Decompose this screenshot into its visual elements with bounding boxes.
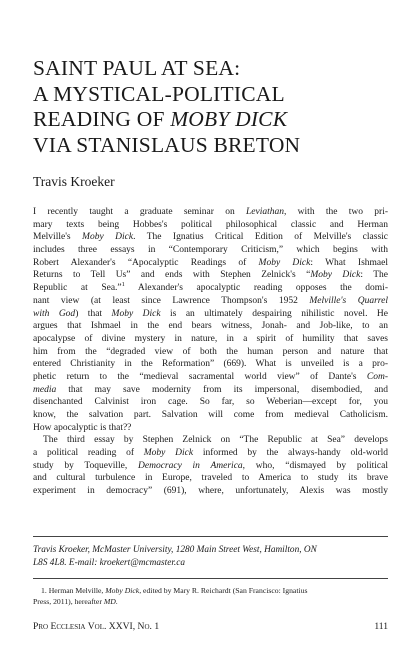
footnote	[33, 586, 388, 607]
footnote-line-2: Press, 2011), hereafter MD.	[33, 596, 118, 606]
body-line: Returns to Tell Us” and ends with Stephen Zelnick's “Moby Dick: The	[33, 270, 388, 281]
body-line: mary texts being Hobbes's political philosophical classic and Herman	[33, 219, 388, 230]
page-number: 111	[374, 621, 388, 632]
body-line: apocalypse of divine mystery in nature, in a spirit of humility that saves	[33, 333, 388, 344]
body-line: study by Toqueville, Democracy in America, who, “dismayed by political	[33, 460, 388, 471]
footnote-marker: 1	[121, 280, 125, 288]
journal-citation: Pro Ecclesia Vol. XXVI, No. 1	[33, 621, 160, 632]
body-line: Melville's Moby Dick. The Ignatius Critical Edition of Melville's classic	[33, 232, 388, 243]
body-line: argues that Ishmael in the end bears witness, Jonah- and Job-like, to an	[33, 321, 388, 332]
body-line: him from the “degraded view of both the human person and nature that	[33, 346, 388, 357]
affiliation-line-2: L8S 4L8. E-mail: kroekert@mcmaster.ca	[33, 557, 186, 568]
body-line: disenchanted Calvinist iron cage. So far, so Weberian—except for, you	[33, 397, 388, 408]
body-line: a political reading of Moby Dick informed by the always-handy old-world	[33, 448, 389, 459]
body-line: How apocalyptic is that??	[33, 422, 132, 433]
footnote-line-1: 1. Herman Melville, Moby Dick, edited by Mary R. Reichardt (San Francisco: Ignatius	[41, 586, 308, 595]
author-affiliation	[33, 544, 388, 569]
author-name: Travis Kroeker	[33, 174, 115, 189]
body-line: includes three essays in “Contemporary Criticism,” which begins with	[33, 245, 388, 256]
body-line: with God) that Moby Dick is an ultimately despairing nihilistic novel. He	[33, 308, 388, 319]
body-line: phetic return to the “medieval sacramental world view” of Dante's Com-	[33, 371, 388, 382]
title-line-1: SAINT PAUL AT SEA:	[33, 56, 241, 80]
body-line: Republic at Sea.”$^1$ Alexander's apocalyptic reading opposes the domi-	[33, 280, 388, 294]
footnote-divider	[33, 578, 388, 579]
title-line-2: A MYSTICAL-POLITICAL	[33, 81, 285, 106]
body-line: nant view (at least since Lawrence Thompson's 1952 Melville's Quarrel	[33, 295, 389, 306]
body-line: The third essay by Stephen Zelnick on “The Republic at Sea” develops	[43, 435, 388, 446]
affiliation-line-1: Travis Kroeker, McMaster University, 1280 Main Street West, Hamilton, ON	[33, 545, 317, 555]
body-line: Robert Alexander's “Apocalyptic Readings of Moby Dick: What Ishmael	[33, 257, 388, 268]
body-line: experiment in democracy” (691), where, unfortunately, Alexis was mostly	[33, 486, 388, 497]
body-line: entered Christianity in the Reformation” (669). What is unveiled is a pro-	[33, 359, 388, 370]
body-line: know, the salvation part. Salvation will come from medieval Catholicism.	[33, 410, 388, 420]
title-line-3: READING OF MOBY DICK	[33, 107, 288, 131]
body-line: and cultural turbulence in Europe, traveled to America to study its brave	[33, 473, 388, 484]
body-text	[33, 206, 388, 498]
section-divider	[33, 536, 388, 537]
body-line: media that may save modernity from its impersonal, disembodied, and	[33, 384, 388, 395]
article-title	[33, 56, 393, 158]
body-line: I recently taught a graduate seminar on Leviathan, with the two pri-	[33, 207, 389, 217]
title-line-4: VIA STANISLAUS BRETON	[33, 132, 301, 157]
